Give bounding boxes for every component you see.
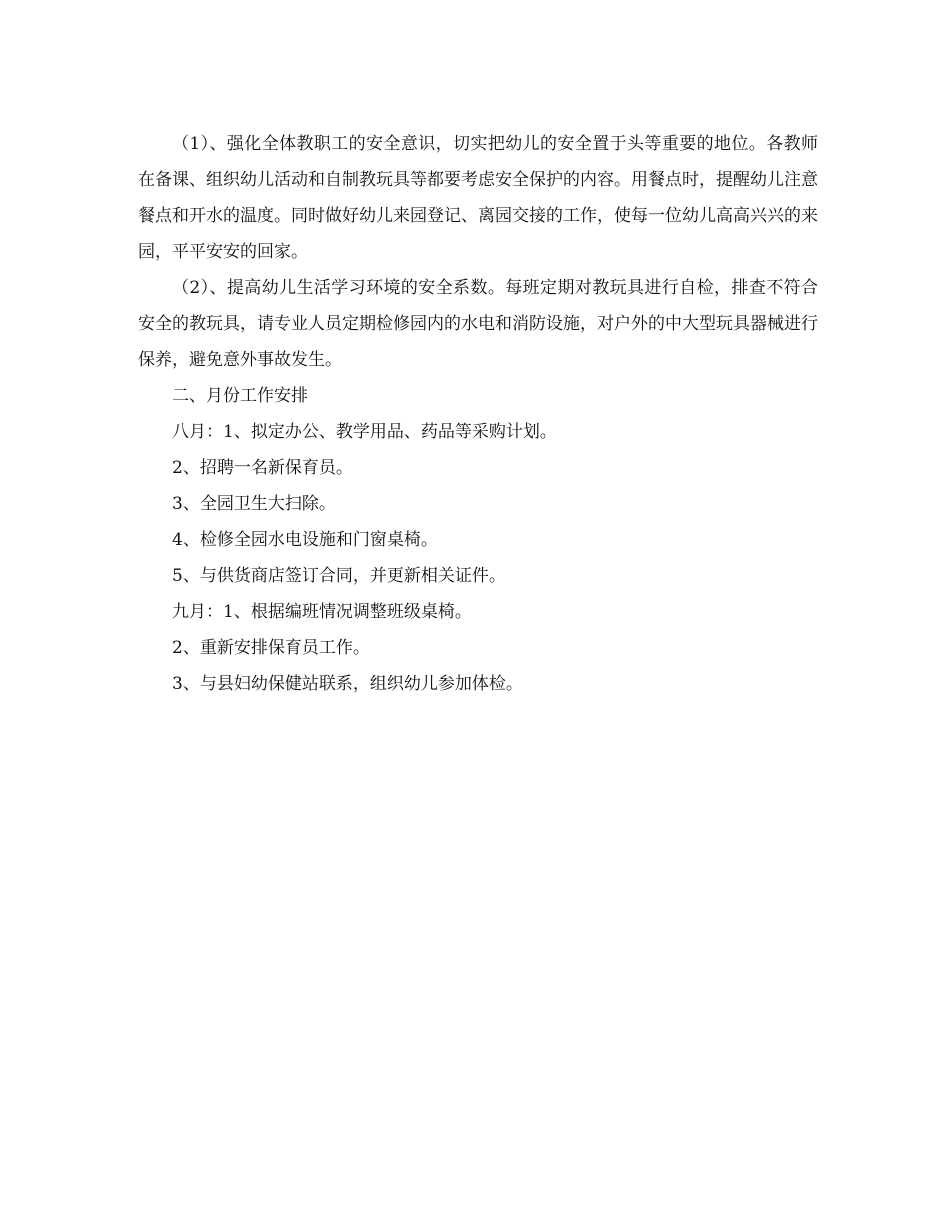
list-item-august-5: 5、与供货商店签订合同，并更新相关证件。 xyxy=(172,566,506,586)
paragraph-safety-awareness: （1）、强化全体教职工的安全意识，切实把幼儿的安全置于头等重要的地位。各教师在备课、组织幼儿活动和自制教玩具等都要考虑安全保护的内容。用餐点时，提醒幼儿注意餐点和开水的温度。同时做好幼儿来园登记、离园交接的工作，使每一位幼儿高高兴兴的来园，平平安安的回家。 xyxy=(138,134,818,262)
list-item-august-2: 2、招聘一名新保育员。 xyxy=(172,458,353,478)
document-body xyxy=(138,126,818,702)
list-item-september-1: 九月：1、根据编班情况调整班级桌椅。 xyxy=(172,602,472,622)
list-item-september-2: 2、重新安排保育员工作。 xyxy=(172,638,370,658)
section-heading: 二、月份工作安排 xyxy=(172,386,308,406)
list-item-august-4: 4、检修全园水电设施和门窗桌椅。 xyxy=(172,530,438,550)
list-item-august-3: 3、全园卫生大扫除。 xyxy=(172,494,336,514)
list-item-september-3: 3、与县妇幼保健站联系，组织幼儿参加体检。 xyxy=(172,674,523,694)
list-item-august-1: 八月：1、拟定办公、教学用品、药品等采购计划。 xyxy=(172,422,557,442)
paragraph-environment-safety: （2）、提高幼儿生活学习环境的安全系数。每班定期对教玩具进行自检，排查不符合安全的教玩具，请专业人员定期检修园内的水电和消防设施，对户外的中大型玩具器械进行保养，避免意外事故发生。 xyxy=(138,278,818,370)
